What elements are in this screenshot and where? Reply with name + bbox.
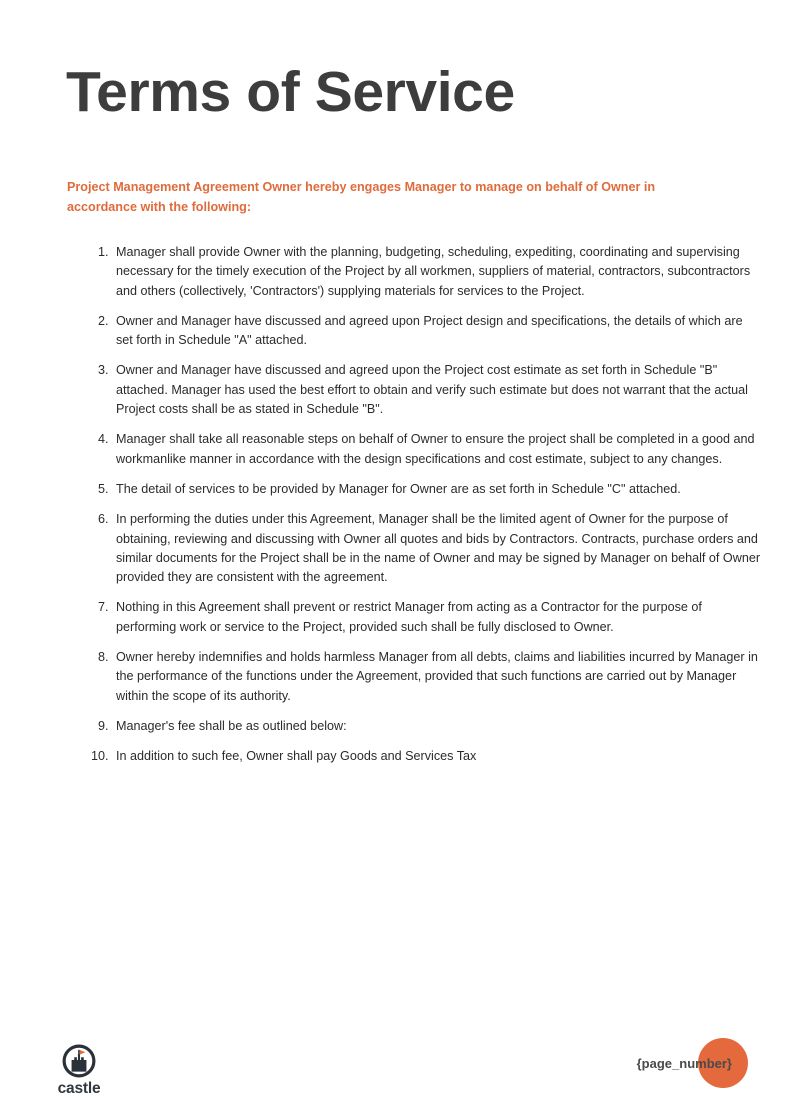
clause-item: 2. Owner and Manager have discussed and agreed upon Project design and specifications, the details of which are set forth in Schedule "A" attached. (112, 312, 762, 351)
brand-logo (48, 1044, 110, 1097)
clause-item: 10. In addition to such fee, Owner shall pay Goods and Services Tax (112, 747, 762, 766)
intro-paragraph: Project Management Agreement Owner hereby engages Manager to manage on behalf of Owner in accordance with the following: (67, 180, 656, 214)
page-number-block (637, 1038, 748, 1088)
page-number-label: {page_number} (636, 1055, 732, 1071)
clause-item: 1. Manager shall provide Owner with the planning, budgeting, scheduling, expediting, coordinating and supervising necessary for the timely execution of the Project by all workmen, suppliers of material, contractors, subcontractors and others (collectively, 'Contractors') supplying materials for services to the Project. (112, 243, 762, 301)
page-title: Terms of Service (66, 60, 515, 124)
clause-item: 9. Manager's fee shall be as outlined below: (112, 717, 762, 736)
clause-item: 6. In performing the duties under this Agreement, Manager shall be the limited agent of Owner for the purpose of obtaining, reviewing and discussing with Owner all quotes and bids by Contractors. Contracts, purchase orders and similar documents for the Project shall be in the name of Owner and may be signed by Manager on behalf of Owner provided they are consistent with the agreement. (112, 510, 762, 587)
clause-item: 8. Owner hereby indemnifies and holds harmless Manager from all debts, claims and liabilities incurred by Manager in the performance of the functions under the Agreement, provided that such functions are carried out by Manager within the scope of its authority. (112, 648, 762, 706)
clause-item: 3. Owner and Manager have discussed and agreed upon the Project cost estimate as set forth in Schedule "B" attached. Manager has used the best effort to obtain and verify such estimate but does not warrant that the actual Project costs shall be as stated in Schedule "B". (112, 361, 762, 419)
clause-list (78, 243, 762, 778)
clause-item: 7. Nothing in this Agreement shall prevent or restrict Manager from acting as a Contractor for the purpose of performing work or service to the Project, provided such shall be fully disclosed to Owner. (112, 598, 762, 637)
clause-item: 5. The detail of services to be provided by Manager for Owner are as set forth in Schedule "C" attached. (112, 480, 762, 499)
page-footer (0, 1008, 792, 1118)
clause-item: 4. Manager shall take all reasonable steps on behalf of Owner to ensure the project shall be completed in a good and workmanlike manner in accordance with the design specifications and cost estimate, subject to any changes. (112, 430, 762, 469)
castle-logo-icon (62, 1044, 96, 1078)
brand-wordmark: castle (57, 1079, 101, 1097)
